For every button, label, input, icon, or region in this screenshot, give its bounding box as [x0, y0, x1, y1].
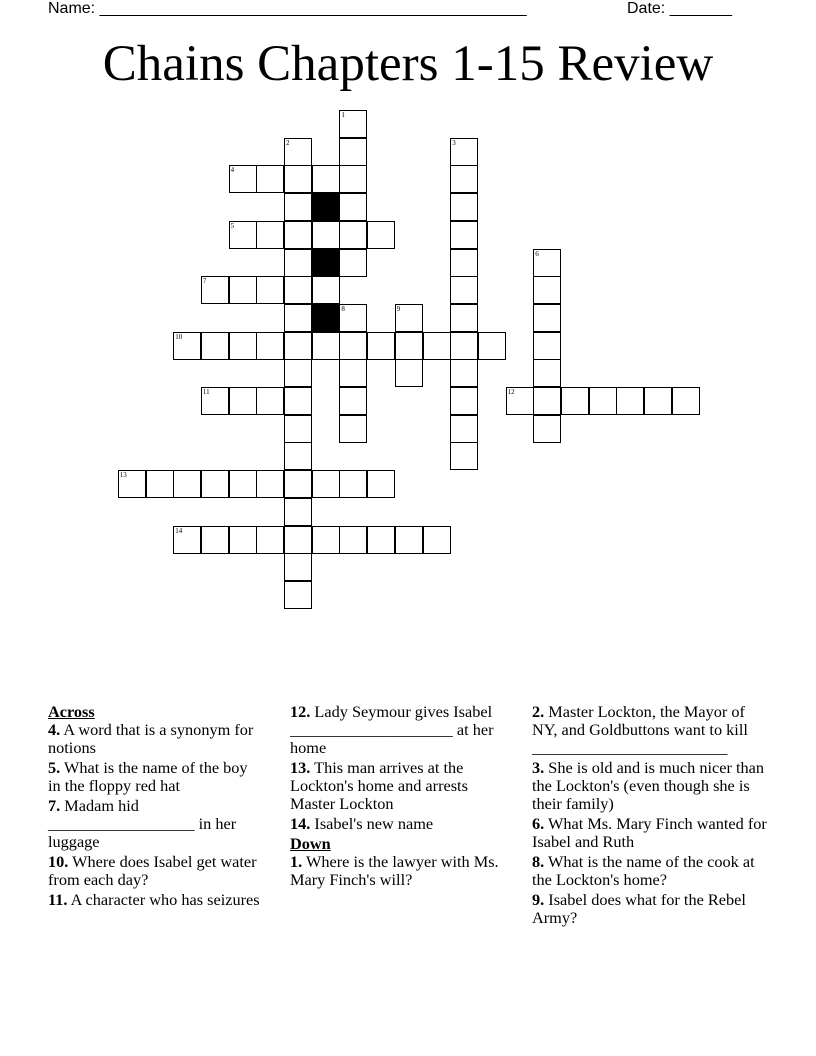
crossword-cell[interactable] [284, 304, 312, 332]
clue: 12. Lady Seymour gives Isabel ____________________ at her home [290, 702, 494, 757]
crossword-cell[interactable] [146, 470, 174, 498]
crossword-cell[interactable] [450, 221, 478, 249]
crossword-cell[interactable] [256, 165, 284, 193]
name-field[interactable]: Name: ________________________________________________ [48, 0, 527, 17]
crossword-cell[interactable] [284, 165, 312, 193]
clue-number: 10. [48, 852, 69, 871]
crossword-cell[interactable] [533, 276, 561, 304]
crossword-cell[interactable] [256, 526, 284, 554]
crossword-cell[interactable] [672, 387, 700, 415]
crossword-cell[interactable] [284, 332, 312, 360]
crossword-cell[interactable] [229, 276, 257, 304]
clue-number: 2. [532, 702, 545, 721]
clue-number: 9. [532, 890, 545, 909]
clue-number: 12. [290, 702, 311, 721]
clue-number: 7 [202, 277, 207, 286]
clue-number: 13. [290, 758, 311, 777]
crossword-cell[interactable] [284, 221, 312, 249]
crossword-cell[interactable] [201, 470, 229, 498]
crossword-cell[interactable] [284, 415, 312, 443]
crossword-cell[interactable] [533, 387, 561, 415]
clue: 6. What Ms. Mary Finch wanted for Isabel and Ruth [532, 814, 767, 851]
crossword-cell[interactable] [339, 387, 367, 415]
clue-number: 6. [532, 814, 545, 833]
crossword-cell[interactable] [533, 249, 561, 277]
crossword-cell[interactable] [339, 110, 367, 138]
crossword-cell[interactable] [533, 304, 561, 332]
clue-number: 7. [48, 796, 61, 815]
crossword-cell[interactable] [367, 332, 395, 360]
crossword-cell[interactable] [229, 470, 257, 498]
crossword-cell[interactable] [229, 165, 257, 193]
crossword-cell[interactable] [312, 221, 340, 249]
clue: 4. A word that is a synonym for notions [48, 720, 254, 757]
crossword-cell[interactable] [312, 470, 340, 498]
clue: 8. What is the name of the cook at the Lockton's home? [532, 852, 755, 889]
crossword-cell[interactable] [284, 138, 312, 166]
crossword-cell[interactable] [284, 498, 312, 526]
crossword-cell[interactable] [450, 276, 478, 304]
clue-number: 3 [452, 138, 456, 147]
crossword-cell[interactable] [339, 221, 367, 249]
across-heading: Across [48, 702, 95, 721]
clue-number: 14. [290, 814, 311, 833]
crossword-cell[interactable] [284, 359, 312, 387]
clue: 11. A character who has seizures [48, 890, 260, 909]
clue: 3. She is old and is much nicer than the Lockton's (even though she is their family) [532, 758, 764, 813]
clue: 2. Master Lockton, the Mayor of NY, and Goldbuttons want to kill ________________________ [532, 702, 748, 757]
crossword-cell[interactable] [533, 359, 561, 387]
clue-number: 3. [532, 758, 545, 777]
crossword-cell[interactable] [229, 526, 257, 554]
crossword-cell[interactable] [256, 387, 284, 415]
crossword-cell[interactable] [450, 165, 478, 193]
crossword-cell[interactable] [256, 221, 284, 249]
crossword-cell[interactable] [506, 387, 534, 415]
clue-number: 1 [341, 111, 345, 119]
crossword-cell[interactable] [450, 442, 478, 470]
clue-column-1 [48, 703, 263, 911]
crossword-cell[interactable] [450, 138, 478, 166]
crossword-cell[interactable] [339, 249, 367, 277]
crossword-cell[interactable] [339, 470, 367, 498]
crossword-shaded-cell [312, 193, 340, 221]
clue-number: 8 [341, 304, 345, 313]
crossword-cell[interactable] [284, 526, 312, 554]
crossword-cell[interactable] [312, 165, 340, 193]
crossword-cell[interactable] [284, 387, 312, 415]
crossword-cell[interactable] [478, 332, 506, 360]
crossword-cell[interactable] [339, 304, 367, 332]
clue-number: 5 [230, 221, 235, 230]
crossword-cell[interactable] [395, 359, 423, 387]
crossword-cell[interactable] [339, 332, 367, 360]
clue-number: 14 [175, 526, 183, 535]
clue-number: 11. [48, 890, 68, 909]
crossword-cell[interactable] [339, 359, 367, 387]
crossword-cell[interactable] [450, 193, 478, 221]
crossword-cell[interactable] [423, 332, 451, 360]
crossword-cell[interactable] [339, 165, 367, 193]
crossword-cell[interactable] [284, 193, 312, 221]
clue-number: 9 [396, 304, 401, 313]
crossword-cell[interactable] [367, 526, 395, 554]
clue-number: 10 [175, 332, 183, 341]
clue: 1. Where is the lawyer with Ms. Mary Finch's will? [290, 852, 499, 889]
crossword-cell[interactable] [229, 387, 257, 415]
crossword-cell[interactable] [450, 359, 478, 387]
crossword-cell[interactable] [339, 138, 367, 166]
crossword-cell[interactable] [339, 193, 367, 221]
crossword-cell[interactable] [339, 526, 367, 554]
down-heading: Down [290, 834, 331, 853]
crossword-cell[interactable] [284, 470, 312, 498]
clue-number: 13 [119, 471, 127, 480]
crossword-cell[interactable] [229, 332, 257, 360]
clue-number: 1. [290, 852, 303, 871]
clue-number: 8. [532, 852, 545, 871]
clue-column-2 [290, 703, 512, 891]
crossword-shaded-cell [312, 304, 340, 332]
crossword-cell[interactable] [256, 332, 284, 360]
clue: 9. Isabel does what for the Rebel Army? [532, 890, 746, 927]
crossword-cell[interactable] [616, 387, 644, 415]
crossword-cell[interactable] [395, 526, 423, 554]
crossword-cell[interactable] [284, 553, 312, 581]
crossword-cell[interactable] [450, 304, 478, 332]
clue: 5. What is the name of the boy in the floppy red hat [48, 758, 248, 795]
clue-number: 2 [286, 138, 290, 147]
crossword-cell[interactable] [450, 249, 478, 277]
crossword-cell[interactable] [533, 415, 561, 443]
crossword-cell[interactable] [367, 221, 395, 249]
clue-number: 4. [48, 720, 61, 739]
crossword-cell[interactable] [173, 470, 201, 498]
crossword-cell[interactable] [201, 276, 229, 304]
page-title: Chains Chapters 1-15 Review [102, 36, 714, 92]
crossword-cell[interactable] [201, 526, 229, 554]
crossword-cell[interactable] [284, 249, 312, 277]
crossword-cell[interactable] [395, 304, 423, 332]
clue-number: 12 [507, 388, 515, 396]
crossword-cell[interactable] [533, 332, 561, 360]
crossword-cell[interactable] [450, 332, 478, 360]
clue: 10. Where does Isabel get water from each day? [48, 852, 257, 889]
clue: 13. This man arrives at the Lockton's home and arrests Master Lockton [290, 758, 468, 813]
crossword-cell[interactable] [284, 276, 312, 304]
crossword-cell[interactable] [339, 415, 367, 443]
crossword-shaded-cell [312, 249, 340, 277]
crossword-cell[interactable] [450, 387, 478, 415]
clue: 7. Madam hid __________________ in her luggage [48, 796, 237, 851]
clue-column-3 [532, 703, 770, 929]
crossword-cell[interactable] [229, 221, 257, 249]
crossword-cell[interactable] [561, 387, 589, 415]
crossword-cell[interactable] [644, 387, 672, 415]
crossword-cell[interactable] [173, 332, 201, 360]
crossword-cell[interactable] [423, 526, 451, 554]
clue-number: 4 [230, 166, 235, 175]
clue-number: 6 [535, 249, 539, 258]
crossword-cell[interactable] [284, 442, 312, 470]
crossword-cell[interactable] [312, 526, 340, 554]
crossword-cell[interactable] [256, 276, 284, 304]
crossword-cell[interactable] [173, 526, 201, 554]
date-field[interactable]: Date: _______ [627, 0, 732, 17]
crossword-cell[interactable] [256, 470, 284, 498]
crossword-cell[interactable] [118, 470, 146, 498]
crossword-cell[interactable] [312, 332, 340, 360]
clue-number: 11 [202, 388, 210, 396]
crossword-cell[interactable] [201, 332, 229, 360]
crossword-cell[interactable] [450, 415, 478, 443]
clue: 14. Isabel's new name [290, 814, 434, 833]
crossword-cell[interactable] [589, 387, 617, 415]
clue-number: 5. [48, 758, 61, 777]
crossword-cell[interactable] [201, 387, 229, 415]
crossword-cell[interactable] [395, 332, 423, 360]
crossword-cell[interactable] [367, 470, 395, 498]
crossword-cell[interactable] [284, 581, 312, 609]
crossword-cell[interactable] [312, 276, 340, 304]
